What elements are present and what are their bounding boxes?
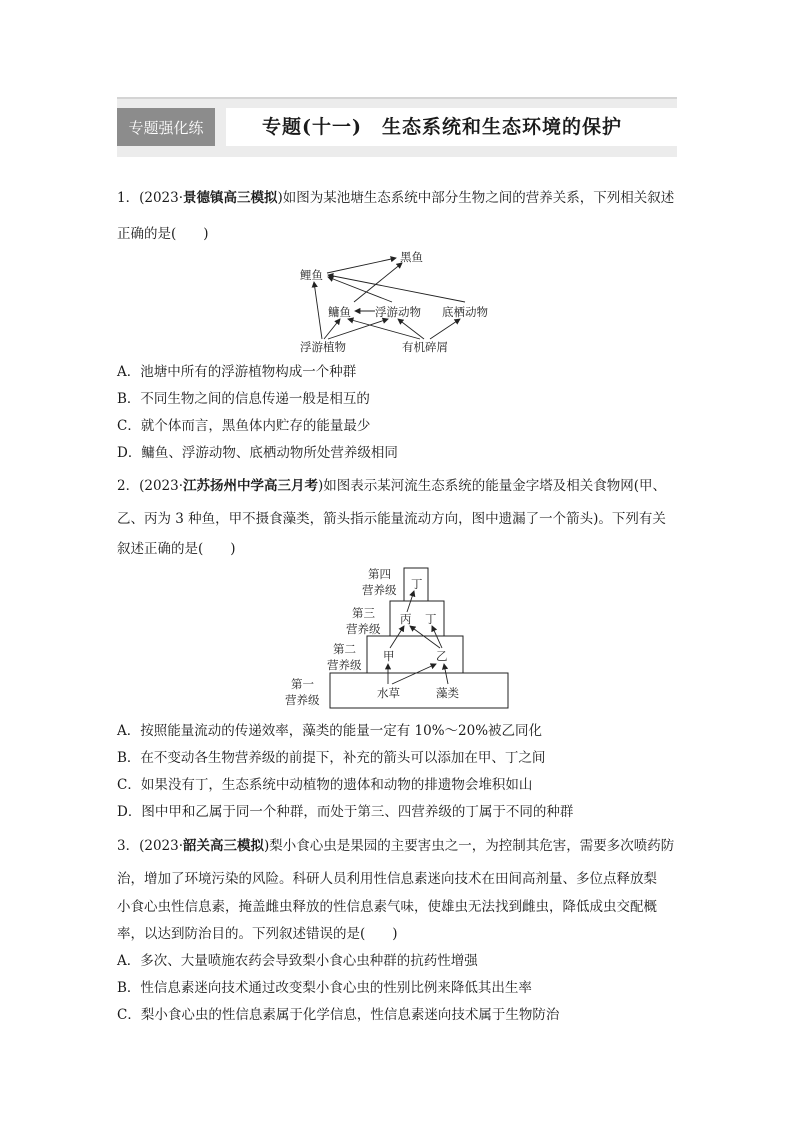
- q2-option-a: A．按照能量流动的传递效率，藻类的能量一定有 10%～20%被乙同化: [117, 723, 543, 739]
- section-tag: 专题强化练: [117, 108, 215, 146]
- svg-text:营养级: 营养级: [362, 583, 397, 597]
- q1-stem-line-2: 正确的是( ): [117, 226, 209, 242]
- node-liyu: 鲤鱼: [300, 268, 323, 282]
- q1-option-b: B．不同生物之间的信息传递一般是相互的: [117, 391, 370, 407]
- node-ding: 丁: [425, 612, 437, 626]
- svg-text:营养级: 营养级: [285, 693, 320, 707]
- node-fuyoudongwu: 浮游动物: [375, 305, 421, 319]
- node-jia: 甲: [383, 649, 395, 663]
- q2-option-c: C．如果没有丁，生态系统中动植物的遗体和动物的排遗物会堆积如山: [117, 777, 533, 793]
- node-zaolei: 藻类: [436, 686, 459, 700]
- q3-stem-line-2: 治，增加了环境污染的风险。科研人员利用性信息素迷向技术在田间高剂量、多位点释放梨: [117, 871, 657, 887]
- svg-text:营养级: 营养级: [346, 622, 381, 636]
- q2-source: 江苏扬州中学高三月考: [183, 478, 319, 494]
- q1-option-a: A．池塘中所有的浮游植物构成一个种群: [117, 364, 357, 380]
- node-bing: 丙: [400, 612, 412, 626]
- pyramid-level-2: [367, 636, 463, 673]
- q1-option-d: D．鳙鱼、浮游动物、底栖动物所处营养级相同: [117, 445, 398, 461]
- node-heiyu: 黑鱼: [400, 250, 423, 264]
- q3-source: 韶关高三模拟: [183, 838, 265, 854]
- q3-option-c: C．梨小食心虫的性信息素属于化学信息，性信息素迷向技术属于生物防治: [117, 1007, 560, 1023]
- node-youjisuixie: 有机碎屑: [402, 340, 448, 354]
- q3-option-b: B．性信息素迷向技术通过改变梨小食心虫的性别比例来降低其出生率: [117, 980, 532, 996]
- q2-stem-line-1: 2．(2023·江苏扬州中学高三月考)如图表示某河流生态系统的能量金字塔及相关食物网(甲、: [117, 478, 667, 494]
- node-ding-top: 丁: [411, 577, 423, 591]
- svg-text:第一: 第一: [291, 677, 314, 691]
- page-title: 专题(十一) 生态系统和生态环境的保护: [262, 116, 622, 138]
- node-fuyouzhiwu: 浮游植物: [300, 340, 346, 354]
- q1-source: 景德镇高三模拟: [183, 190, 278, 206]
- q1-stem-line-1: 1．(2023·景德镇高三模拟)如图为某池塘生态系统中部分生物之间的营养关系，下列相关叙述: [117, 190, 675, 206]
- q3-option-a: A．多次、大量喷施农药会导致梨小食心虫种群的抗药性增强: [117, 953, 478, 969]
- q1-option-c: C．就个体而言，黑鱼体内贮存的能量最少: [117, 418, 371, 434]
- q2-energy-pyramid-diagram: [280, 562, 512, 712]
- q2-option-d: D．图中甲和乙属于同一个种群，而处于第三、四营养级的丁属于不同的种群: [117, 804, 574, 820]
- node-shuicao: 水草: [377, 686, 400, 700]
- svg-text:营养级: 营养级: [327, 658, 362, 672]
- q2-option-b: B．在不变动各生物营养级的前提下，补充的箭头可以添加在甲、丁之间: [117, 750, 546, 766]
- svg-text:第三: 第三: [352, 606, 375, 620]
- node-yongyu: 鳙鱼: [328, 305, 351, 319]
- q1-food-web-diagram: [280, 244, 520, 358]
- svg-text:第四: 第四: [368, 567, 391, 581]
- node-diqidongwu: 底栖动物: [442, 305, 488, 319]
- q3-stem-line-4: 率，以达到防治目的。下列叙述错误的是( ): [117, 926, 398, 942]
- pyramid-level-1: [330, 673, 508, 708]
- node-yi: 乙: [436, 649, 448, 663]
- svg-text:第二: 第二: [333, 642, 356, 656]
- q3-stem-line-1: 3．(2023·韶关高三模拟)梨小食心虫是果园的主要害虫之一，为控制其危害，需要多次喷药防: [117, 838, 675, 854]
- q2-stem-line-3: 叙述正确的是( ): [117, 541, 236, 557]
- q2-stem-line-2: 乙、丙为 3 种鱼，甲不摄食藻类，箭头指示能量流动方向，图中遗漏了一个箭头)。下列有关: [117, 511, 666, 527]
- q3-stem-line-3: 小食心虫性信息素，掩盖雌虫释放的性信息素气味，使雄虫无法找到雌虫，降低成虫交配概: [117, 899, 657, 915]
